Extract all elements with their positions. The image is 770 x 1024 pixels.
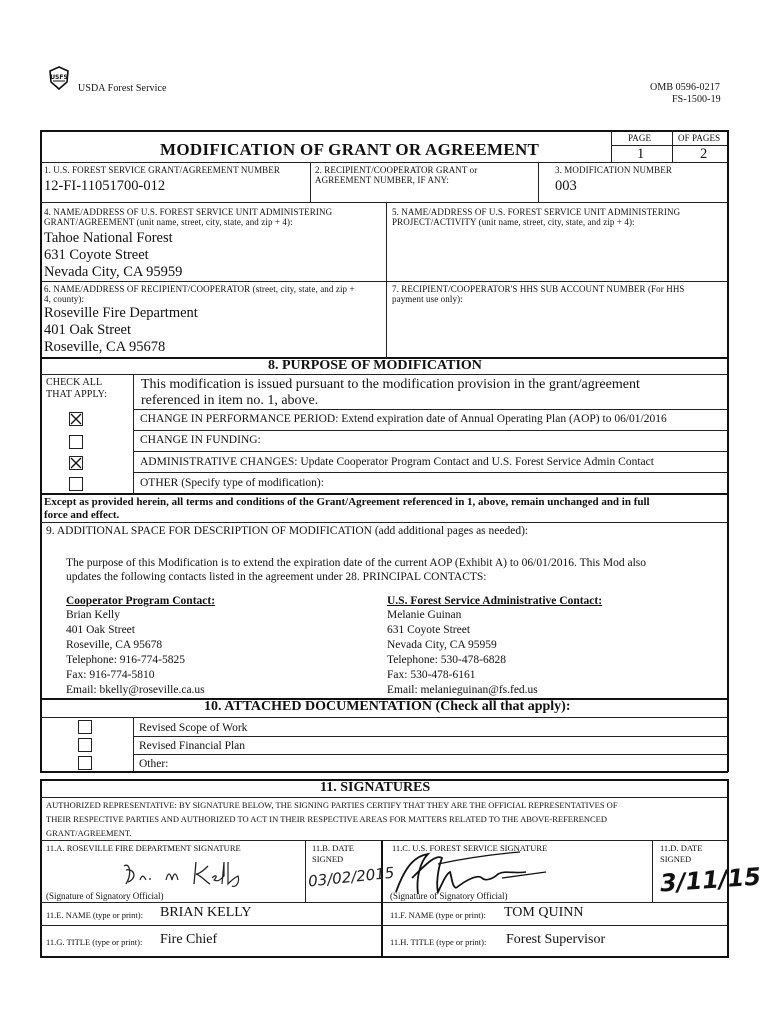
cooperator-city: Roseville, CA 95678 [44,339,166,355]
fs-contact-street: 631 Coyote Street [387,624,471,636]
label-11g: 11.G. TITLE (type or print): [46,937,143,947]
except-text-1: Except as provided herein, all terms and conditions of the Grant/Agreement referenced in 1, above, remain unchanged and in full [44,496,650,508]
signature-caption-left: (Signature of Signatory Official) [46,891,164,901]
option-administrative: ADMINISTRATIVE CHANGES: Update Cooperator Program Contact and U.S. Forest Service Admin Contact [140,456,654,468]
attach-other: Other: [139,758,169,770]
fs-unit-street: 631 Coyote Street [44,247,149,263]
section-9-para-1: The purpose of this Modification is to extend the expiration date of the current AOP (Exhibit A) to 06/01/2016. This Mod also [66,557,647,569]
field-4-label-1: 4. NAME/ADDRESS OF U.S. FOREST SERVICE UNIT ADMINISTERING [44,207,333,217]
form-number: FS-1500-19 [672,94,721,105]
certification-line-3: GRANT/AGREEMENT. [46,828,132,838]
label-11d-1: 11.D. DATE [660,843,703,853]
field-7-label-2: payment use only): [392,294,463,304]
fs-signer-title: Forest Supervisor [506,932,606,947]
page-number: 1 [637,146,645,162]
attach-financial-plan: Revised Financial Plan [139,740,246,752]
section-8-intro-2: referenced in item no. 1, above. [141,393,319,408]
fs-unit-name: Tahoe National Forest [44,230,173,246]
section-8-intro-1: This modification is issued pursuant to the modification provision in the grant/agreement [141,377,640,392]
field-2-label-1: 2. RECIPIENT/COOPERATOR GRANT or [315,165,478,175]
cooperator-signer-title: Fire Chief [160,932,218,947]
section-10-heading: 10. ATTACHED DOCUMENTATION (Check all that apply): [204,699,571,714]
label-11c: 11.C. U.S. FOREST SERVICE SIGNATURE [392,843,548,853]
field-4-label-2: GRANT/AGREEMENT (unit name, street, city, state, and zip + 4): [44,217,293,227]
cooperator-signature [116,856,266,895]
certification-line-2: THEIR RESPECTIVE PARTIES AND AUTHORIZED TO ACT IN THEIR RESPECTIVE AREAS FOR MATTERS RELATED TO THE ABOVE-REFERENCED [46,814,607,824]
fs-contact-fax: Fax: 530-478-6161 [387,669,476,681]
of-pages-label: OF PAGES [678,133,721,143]
label-11b-1: 11.B. DATE [312,843,354,853]
check-all-label-2: THAT APPLY: [46,389,107,400]
fs-signer-name: TOM QUINN [504,905,584,920]
coop-contact-heading: Cooperator Program Contact: [66,595,216,607]
coop-contact-email: Email: bkelly@roseville.ca.us [66,684,205,696]
field-3-label: 3. MODIFICATION NUMBER [555,165,672,175]
cooperator-street: 401 Oak Street [44,322,131,338]
coop-contact-name: Brian Kelly [66,609,120,621]
checkbox-administrative[interactable] [69,456,83,470]
date-signed-11b: 03/02/2015 [307,863,396,891]
section-8-heading: 8. PURPOSE OF MODIFICATION [268,358,482,373]
usda-fs-logo [48,66,70,90]
coop-contact-phone: Telephone: 916-774-5825 [66,654,185,666]
checkbox-performance-period[interactable] [69,412,83,426]
checkbox-scope-of-work[interactable] [78,720,92,734]
field-7-label-1: 7. RECIPIENT/COOPERATOR'S HHS SUB ACCOUNT NUMBER (For HHS [392,284,685,294]
fs-contact-name: Melanie Guinan [387,609,462,621]
fs-contact-phone: Telephone: 530-478-6828 [387,654,506,666]
fs-contact-email: Email: melanieguinan@fs.fed.us [387,684,538,696]
omb-number: OMB 0596-0217 [650,82,720,93]
coop-contact-city: Roseville, CA 95678 [66,639,163,651]
total-pages: 2 [700,146,708,162]
label-11h: 11.H. TITLE (type or print): [390,937,487,947]
field-5-label-2: PROJECT/ACTIVITY (unit name, street, city, state, and zip + 4): [392,217,635,227]
checkbox-financial-plan[interactable] [78,738,92,752]
coop-contact-street: 401 Oak Street [66,624,135,636]
label-11d-2: SIGNED [660,854,692,864]
signature-caption-right: (Signature of Signatory Official) [390,891,508,901]
attach-scope-of-work: Revised Scope of Work [139,722,248,734]
label-11f: 11.F. NAME (type or print): [390,910,486,920]
option-funding: CHANGE IN FUNDING: [140,434,261,446]
field-1-label: 1. U.S. FOREST SERVICE GRANT/AGREEMENT NUMBER [44,165,280,175]
section-9-heading: 9. ADDITIONAL SPACE FOR DESCRIPTION OF MODIFICATION (add additional pages as needed): [46,525,529,537]
date-signed-11d: 3/11/15 [659,862,762,898]
svg-text:USFS: USFS [50,74,68,81]
option-other: OTHER (Specify type of modification): [140,477,324,489]
field-6-label-1: 6. NAME/ADDRESS OF RECIPIENT/COOPERATOR (street, city, state, and zip + [44,284,355,294]
label-11b-2: SIGNED [312,854,344,864]
section-9-para-2: updates the following contacts listed in the agreement under 28. PRINCIPAL CONTACTS: [66,571,487,583]
field-2-label-2: AGREEMENT NUMBER, IF ANY: [315,175,450,185]
cooperator-signer-name: BRIAN KELLY [160,905,252,920]
cooperator-name: Roseville Fire Department [44,305,198,321]
fs-contact-heading: U.S. Forest Service Administrative Contact: [387,595,603,607]
fs-unit-city: Nevada City, CA 95959 [44,264,183,280]
label-11a: 11.A. ROSEVILLE FIRE DEPARTMENT SIGNATURE [46,843,241,853]
fs-contact-city: Nevada City, CA 95959 [387,639,497,651]
checkbox-funding[interactable] [69,435,83,449]
form-title: MODIFICATION OF GRANT OR AGREEMENT [160,140,540,159]
agency-name: USDA Forest Service [78,83,167,94]
label-11e: 11.E. NAME (type or print): [46,910,143,920]
check-all-label-1: CHECK ALL [46,377,103,388]
page-label: PAGE [628,133,652,143]
field-5-label-1: 5. NAME/ADDRESS OF U.S. FOREST SERVICE UNIT ADMINISTERING [392,207,681,217]
agreement-number: 12-FI-11051700-012 [44,178,166,194]
except-text-2: force and effect. [44,509,120,521]
coop-contact-fax: Fax: 916-774-5810 [66,669,155,681]
checkbox-other[interactable] [69,477,83,491]
section-11-heading: 11. SIGNATURES [320,780,431,795]
checkbox-other-attachment[interactable] [78,756,92,770]
option-performance-period: CHANGE IN PERFORMANCE PERIOD: Extend expiration date of Annual Operating Plan (AOP) to 06/01/2016 [140,413,667,425]
certification-line-1: AUTHORIZED REPRESENTATIVE: BY SIGNATURE BELOW, THE SIGNING PARTIES CERTIFY THAT THEY ARE THE OFFICIAL REPRESENTATIVES OF [46,800,618,810]
field-6-label-2: 4, county): [44,294,85,304]
modification-number: 003 [555,178,577,194]
